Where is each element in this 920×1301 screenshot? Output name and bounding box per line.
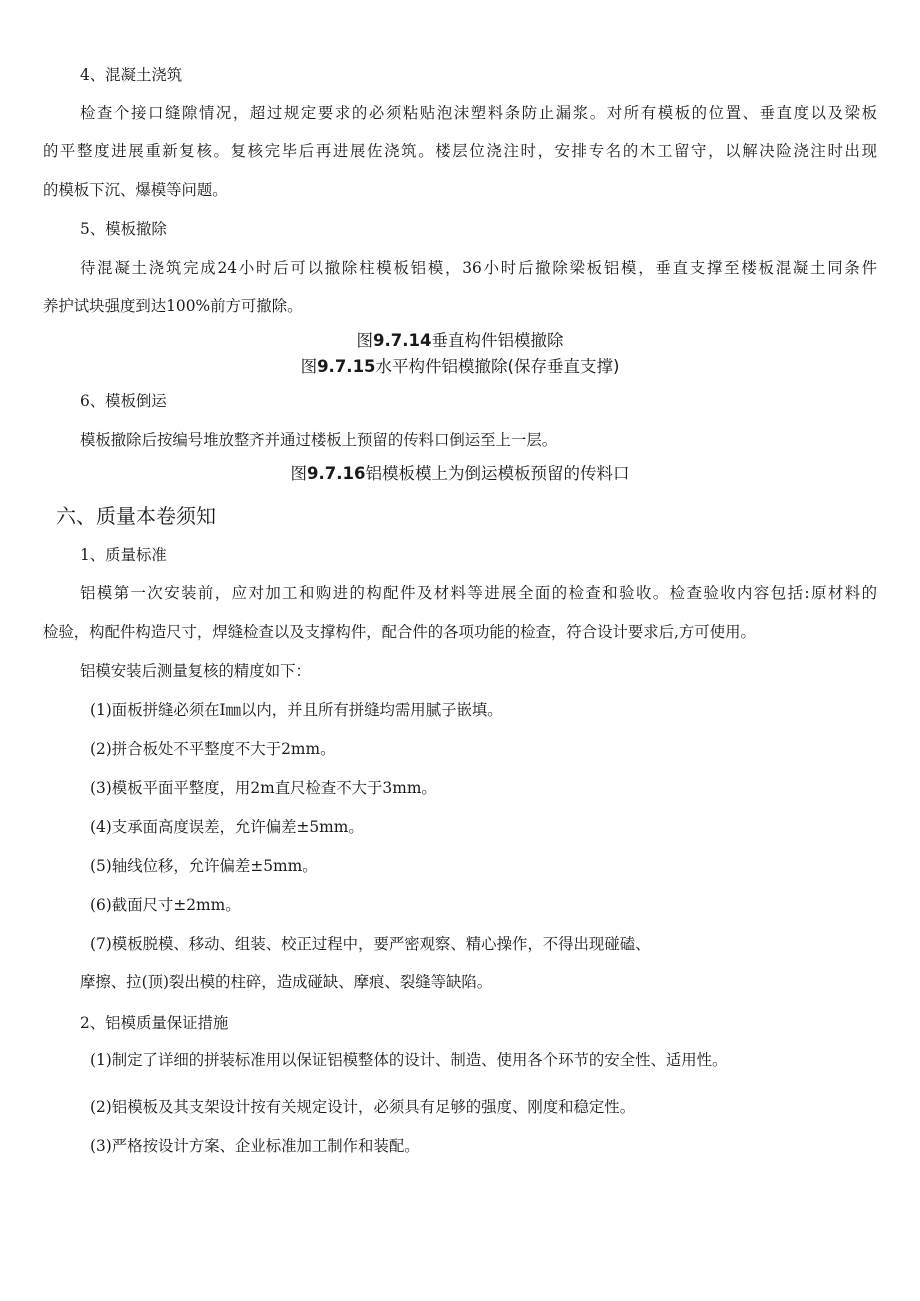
figure-number: 9.7.14 (373, 331, 432, 350)
figure-title: 铝模板模上为倒运模板预留的传料口 (365, 464, 630, 483)
paragraph-line: 检验，构配件构造尺寸，焊缝检查以及支撑构件，配合件的各项功能的检查，符合设计要求后,方可使用。 (43, 623, 756, 641)
figure-number: 9.7.15 (317, 357, 376, 376)
section-heading-concrete-pouring: 4、混凝土浇筑 (80, 66, 183, 84)
figure-caption (0, 356, 920, 378)
section-heading-quality-standard: 1、质量标准 (80, 546, 167, 564)
figure-caption (0, 330, 920, 352)
list-item: (6)截面尺寸±2mm。 (90, 896, 241, 914)
section-heading-quality-measures: 2、铝模质量保证措施 (80, 1014, 229, 1032)
section-heading-formwork-removal: 5、模板撤除 (80, 220, 167, 238)
list-item-continuation: 摩擦、拉(顶)裂出模的柱碎，造成碰缺、摩痕、裂缝等缺陷。 (80, 973, 493, 991)
figure-prefix: 图 (300, 357, 318, 376)
figure-title: 水平构件铝模撤除(保存垂直支撑) (375, 357, 620, 376)
list-item: (3)严格按设计方案、企业标准加工制作和装配。 (90, 1137, 420, 1155)
paragraph-line: 待混凝土浇筑完成24小时后可以撤除柱模板铝模，36小时后撤除梁板铝模，垂直支撑至楼板混凝土同条件 (80, 259, 877, 277)
list-item: (3)模板平面平整度，用2m直尺检查不大于3mm。 (90, 779, 437, 797)
figure-number: 9.7.16 (307, 464, 366, 483)
list-item: (1)面板拼缝必须在I㎜以内，并且所有拼缝均需用腻子嵌填。 (90, 701, 503, 719)
chapter-heading-quality: 六、质量本卷须知 (56, 504, 216, 528)
figure-prefix: 图 (290, 464, 308, 483)
figure-prefix: 图 (356, 331, 374, 350)
paragraph-line: 的模板下沉、爆模等问题。 (43, 181, 228, 199)
section-heading-formwork-transfer: 6、模板倒运 (80, 392, 167, 410)
paragraph-line: 铝模安装后测量复核的精度如下： (80, 662, 311, 680)
list-item: (5)轴线位移，允许偏差±5mm。 (90, 857, 318, 875)
list-item: (1)制定了详细的拼装标准用以保证铝模整体的设计、制造、使用各个环节的安全性、适用性。 (90, 1051, 728, 1069)
figure-caption (0, 463, 920, 485)
list-item: (2)拼合板处不平整度不大于2mm。 (90, 740, 336, 758)
figure-title: 垂直构件铝模撤除 (431, 331, 564, 350)
list-item: (4)支承面高度误差，允许偏差±5mm。 (90, 818, 364, 836)
paragraph-line: 铝模第一次安装前，应对加工和购进的构配件及材料等进展全面的检查和验收。检查验收内容包括:原材料的 (80, 584, 877, 602)
list-item: (2)铝模板及其支架设计按有关规定设计，必须具有足够的强度、刚度和稳定性。 (90, 1098, 636, 1116)
paragraph-line: 养护试块强度到达100%前方可撤除。 (43, 297, 303, 315)
paragraph-line: 模板撤除后按编号堆放整齐并通过楼板上预留的传料口倒运至上一层。 (80, 431, 558, 449)
paragraph-line: 检查个接口缝隙情况，超过规定要求的必须粘贴泡沫塑料条防止漏浆。对所有模板的位置、垂直度以及梁板 (80, 104, 877, 122)
paragraph-line: 的平整度进展重新复核。复核完毕后再进展佐浇筑。楼层位浇注时，安排专名的木工留守，以解决险浇注时出现 (43, 142, 877, 160)
list-item: (7)模板脱模、移动、组装、校正过程中，要严密观察、精心操作，不得出现碰磕、 (90, 935, 651, 953)
